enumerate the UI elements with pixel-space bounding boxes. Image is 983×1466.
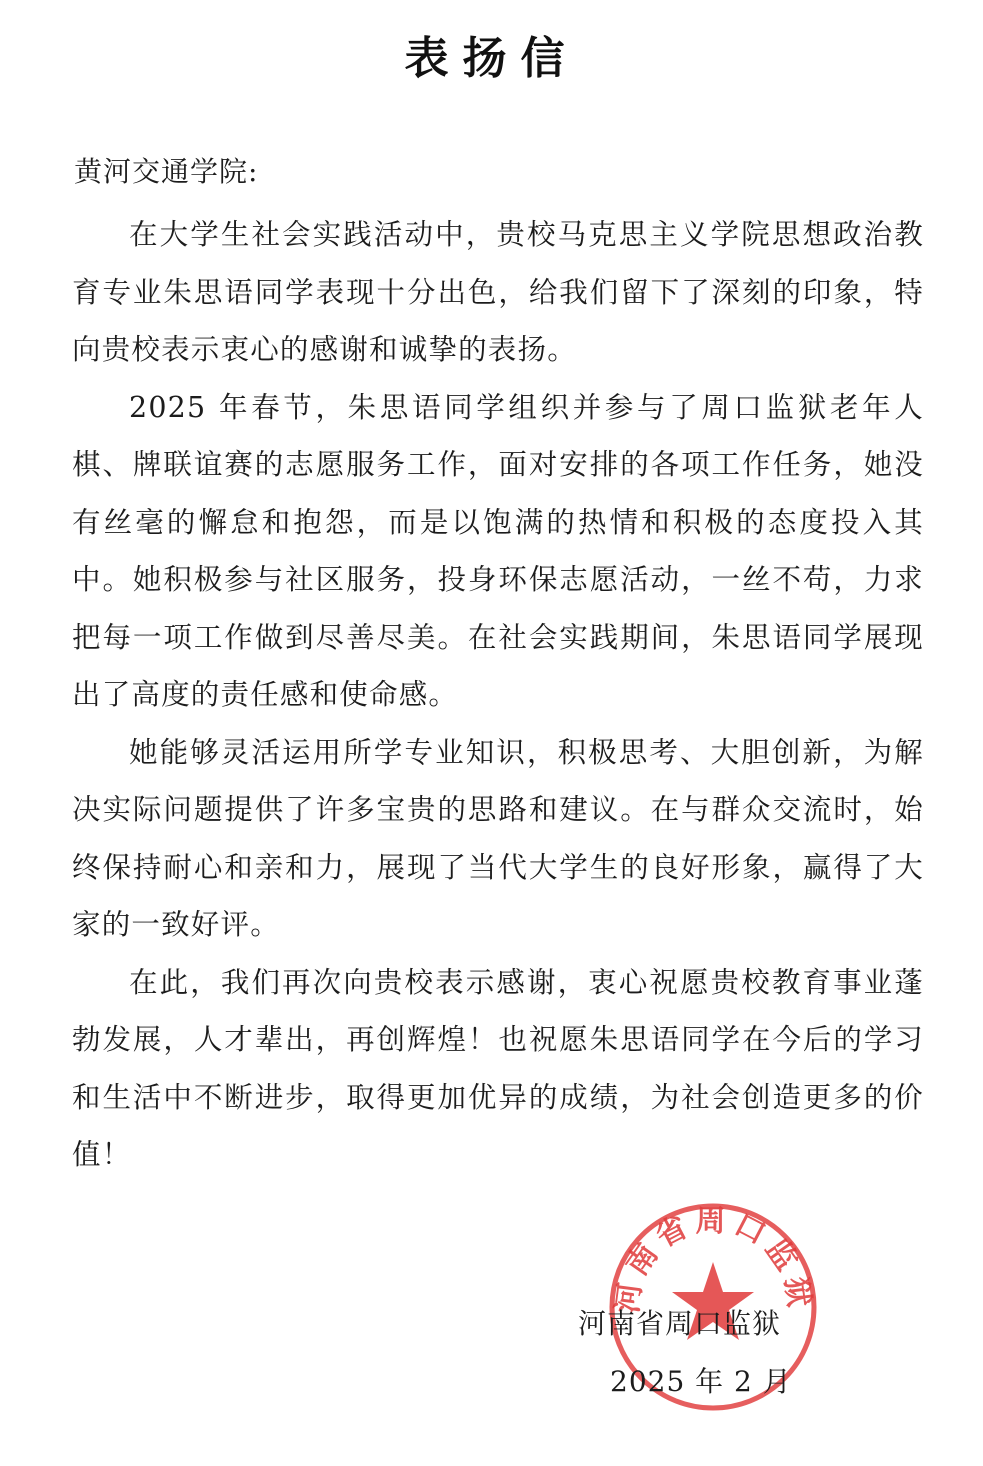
letter-body (72, 206, 924, 1184)
paragraph-2: 2025 年春节，朱思语同学组织并参与了周口监狱老年人棋、牌联谊赛的志愿服务工作，面对安排的各项工作任务，她没有丝毫的懈怠和抱怨，而是以饱满的热情和积极的态度投入其中。她积极参与社区服务，投身环保志愿活动，一丝不苟，力求把每一项工作做到尽善尽美。在社会实践期间，朱思语同学展现出了高度的责任感和使命感。 (72, 390, 924, 711)
letter-title: 表扬信 (404, 33, 579, 84)
signature-organization: 河南省周口监狱 (578, 1307, 782, 1340)
paragraph-1: 在大学生社会实践活动中，贵校马克思主义学院思想政治教育专业朱思语同学表现十分出色，给我们留下了深刻的印象，特向贵校表示衷心的感谢和诚挚的表扬。 (72, 218, 924, 366)
salutation: 黄河交通学院: (74, 155, 259, 188)
paragraph-3: 她能够灵活运用所学专业知识，积极思考、大胆创新，为解决实际问题提供了许多宝贵的思路和建议。在与群众交流时，始终保持耐心和亲和力，展现了当代大学生的良好形象，赢得了大家的一致好评。 (72, 735, 924, 941)
seal-text: 河南省周口监狱 (610, 1203, 817, 1316)
paragraph-4: 在此，我们再次向贵校表示感谢，衷心祝愿贵校教育事业蓬勃发展，人才辈出，再创辉煌！也祝愿朱思语同学在今后的学习和生活中不断进步，取得更加优异的成绩，为社会创造更多的价值！ (72, 965, 924, 1171)
signature-date: 2025 年 2 月 (610, 1365, 792, 1398)
